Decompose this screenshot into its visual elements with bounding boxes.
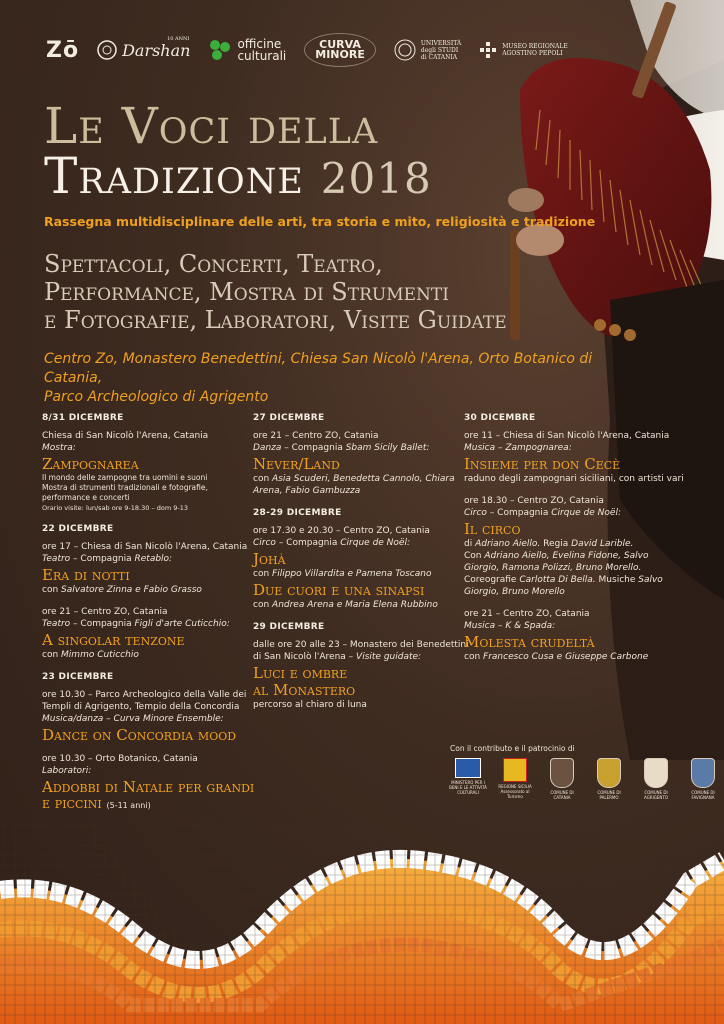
event-type: Circo <box>464 508 487 518</box>
event-cast: Filippo Villardita e Pamena Toscano <box>272 569 432 579</box>
palermo-label: COMUNE DI PALERMO <box>597 790 621 800</box>
unict-line2: degli STUDI <box>420 46 459 54</box>
event-with: con <box>42 650 62 660</box>
categories <box>44 250 564 334</box>
agrigento-label: COMUNE DI AGRIGENTO <box>644 790 668 800</box>
title-year: 2018 <box>320 154 432 203</box>
event-company-prefix: – Compagnia <box>281 443 346 453</box>
officine-culturali-icon <box>208 39 232 61</box>
date-heading: 8/31 DICEMBRE <box>42 413 124 423</box>
darshan-sub-label: 10 ANNI <box>167 36 190 42</box>
favignana-coat-of-arms-icon <box>691 758 715 788</box>
event-time-place: ore 21 – Centro ZO, Catania <box>253 431 379 441</box>
date-heading: 22 DICEMBRE <box>42 524 114 534</box>
event-with: con <box>253 600 273 610</box>
regione-sicilia-crest <box>495 758 535 799</box>
venues-line2: Parco Archeologico di Agrigento <box>44 389 269 405</box>
event-with: con <box>42 585 62 595</box>
contrib-label: Con il contributo e il patrocinio di <box>450 744 575 753</box>
event-desc: Il mondo delle zampogne tra uomini e suoni <box>42 473 208 482</box>
schedule-column-1 <box>42 412 262 824</box>
event-with: con <box>253 569 273 579</box>
officine-label: officine <box>237 37 282 51</box>
unict-line1: UNIVERSITÀ <box>420 39 462 47</box>
event-never-land <box>253 430 473 497</box>
event-type: Mostra: <box>42 443 76 453</box>
event-time-place: ore 21 – Centro ZO, Catania <box>42 607 168 617</box>
ministero-label: MINISTERO PER I BENI E LE ATTIVITÀ CULTURALI <box>449 780 487 795</box>
event-desc: Mostra di strumenti tradizionali e fotografie, <box>42 483 208 492</box>
event-desc: percorso al chiaro di luna <box>253 700 367 710</box>
ministero-icon <box>455 758 481 778</box>
event-company: Cirque de Noël: <box>340 538 410 548</box>
museo-pepoli-logo <box>479 41 567 59</box>
event-time-place: ore 18.30 – Centro ZO, Catania <box>464 496 604 506</box>
categories-line2: Performance, Mostra di Strumenti <box>44 278 449 306</box>
event-cast: Salvatore Zinna e Fabio Grasso <box>61 585 202 595</box>
event-coreographer: Carlotta Di Bella. <box>519 575 596 585</box>
darshan-emblem-icon <box>97 40 117 60</box>
event-zampognarea <box>42 430 262 513</box>
unict-line3: di CATANIA <box>420 53 458 61</box>
event-due-cuori <box>253 582 473 611</box>
event-musicians: Salvo Giorgio, Bruno Morello <box>464 575 663 597</box>
unict-seal-icon <box>394 39 416 61</box>
catania-label: COMUNE DI CATANIA <box>550 790 574 800</box>
subtitle: Rassegna multidisciplinare delle arti, tra storia e mito, religiosità e tradizione <box>44 214 596 229</box>
event-regia: Regia <box>540 539 572 549</box>
event-title: Insieme per don Cecè <box>464 455 621 473</box>
event-dance-concordia <box>42 689 262 743</box>
event-desc: performance e concerti <box>42 493 130 502</box>
comune-favignana-crest <box>683 758 723 800</box>
event-singolar-tenzone <box>42 606 262 661</box>
event-with: Con <box>464 551 485 561</box>
event-place: di San Nicolò l'Arena – <box>253 652 357 662</box>
categories-line1: Spettacoli, Concerti, Teatro, <box>44 250 383 278</box>
curva-label: CURVA <box>319 38 361 51</box>
culturali-label: culturali <box>237 49 287 63</box>
event-type: Visite guidate: <box>356 652 422 662</box>
comune-palermo-crest <box>589 758 629 800</box>
event-desc: raduno degli zampognari siciliani, con artisti vari <box>464 474 684 484</box>
event-company-prefix: – Compagnia <box>486 508 552 518</box>
title-line2 <box>44 147 432 205</box>
event-hours: Orario visite: lun/sab ore 9-18.30 – dom 9-13 <box>42 504 189 512</box>
event-type: Teatro <box>42 554 71 564</box>
event-title-line2: al Monastero <box>253 681 356 699</box>
event-time-place: ore 10.30 – Orto Botanico, Catania <box>42 754 198 764</box>
darshan-logo <box>97 36 191 60</box>
event-time-place: ore 17.30 e 20.30 – Centro ZO, Catania <box>253 526 430 536</box>
catania-coat-of-arms-icon <box>550 758 574 788</box>
schedule-column-2 <box>253 412 476 721</box>
venues-line1: Centro Zo, Monastero Benedettini, Chiesa San Nicolò l'Arena, Orto Botanico di Catania, <box>44 351 593 386</box>
event-joha <box>253 525 476 580</box>
patron-crests <box>448 758 723 800</box>
event-company-prefix: – Compagnia <box>70 554 135 564</box>
event-type: Musica/danza – Curva Minore Ensemble: <box>42 714 224 724</box>
event-company: Cirque de Noël: <box>551 508 621 518</box>
event-company: Sbam Sicily Ballet: <box>345 443 430 453</box>
event-title: Johà <box>253 550 286 568</box>
officine-culturali-logo <box>208 38 286 62</box>
museo-pattern-icon <box>479 41 497 59</box>
event-place: Chiesa di San Nicolò l'Arena, Catania <box>42 431 209 441</box>
event-type: Musica <box>464 443 496 453</box>
mosaic-arches-decoration <box>0 820 724 1024</box>
curva-minore-logo <box>304 33 376 67</box>
event-time-place: ore 11 – Chiesa di San Nicolò l'Arena, Catania <box>464 431 670 441</box>
date-heading: 29 DICEMBRE <box>253 622 325 632</box>
event-company-prefix: – Compagnia <box>70 619 135 629</box>
title-line1: Le Voci della <box>44 97 379 155</box>
event-cast: Adriano Aiello, Evelina Fidone, Salvo Giorgio, Ramona Polizzi, Bruno Morello. <box>464 551 649 573</box>
event-title: A singolar tenzone <box>42 631 185 649</box>
event-company: Figli d'arte Cuticchio: <box>134 619 230 629</box>
museo-line1: MUSEO REGIONALE <box>502 43 568 50</box>
event-cast: Mimmo Cuticchio <box>61 650 139 660</box>
schedule-column-3 <box>464 412 684 673</box>
event-time-place: dalle ore 20 alle 23 – Monastero dei Benedettini <box>253 640 469 650</box>
event-type: Musica – K & Spada: <box>464 621 556 631</box>
title-tradizione: Tradizione <box>44 147 304 205</box>
zo-logo: Zō <box>46 37 80 63</box>
date-heading: 27 DICEMBRE <box>253 413 325 423</box>
event-with: con <box>253 474 273 484</box>
event-title: Due cuori e una sinapsi <box>253 581 425 599</box>
event-type: Laboratori: <box>42 766 92 776</box>
event-time-place: ore 21 – Centro ZO, Catania <box>464 609 590 619</box>
event-company: Retablo: <box>134 554 173 564</box>
event-title: Il circo <box>464 520 521 538</box>
event-time-place: ore 17 – Chiesa di San Nicolò l'Arena, Catania <box>42 542 248 552</box>
regione-label: REGIONE SICILIA Assessorato al Turismo <box>498 784 532 799</box>
event-coreo-label: Coreografie <box>464 575 520 585</box>
event-music-label: Musiche <box>595 575 639 585</box>
event-title: Luci e ombre <box>253 664 348 682</box>
trinacria-icon <box>503 758 527 782</box>
event-title: Zampognarea <box>42 455 139 473</box>
event-type: Teatro <box>42 619 71 629</box>
event-era-di-notti <box>42 541 262 596</box>
event-luci-ombre <box>253 639 473 711</box>
event-company-prefix: – Compagnia <box>275 538 341 548</box>
date-heading: 30 DICEMBRE <box>464 413 536 423</box>
ministero-crest <box>448 758 488 795</box>
date-heading: 28-29 DICEMBRE <box>253 508 342 518</box>
event-title: Era di notti <box>42 566 130 584</box>
event-title: Never/Land <box>253 455 340 473</box>
minore-label: MINORE <box>315 48 365 61</box>
event-molesta-crudelta <box>464 608 684 663</box>
favignana-label: COMUNE DI FAVIGNANA <box>691 790 715 800</box>
event-by: di <box>464 539 476 549</box>
event-cast: Francesco Cusa e Giuseppe Carbone <box>483 652 649 662</box>
event-title: Dance on Concordia mood <box>42 726 237 744</box>
event-type: Circo <box>253 538 276 548</box>
unict-logo <box>394 39 461 61</box>
event-subtype: – Zampognarea: <box>495 443 572 453</box>
date-heading: 23 DICEMBRE <box>42 672 114 682</box>
darshan-label: Darshan <box>122 40 191 60</box>
event-type: Danza <box>253 443 282 453</box>
event-title: Molesta crudeltà <box>464 633 595 651</box>
event-with: con <box>464 652 484 662</box>
event-place: Templi di Agrigento, Tempio della Concordia <box>42 702 240 712</box>
event-cast: Asia Scuderi, Benedetta Cannolo, Chiara Arena, Fabio Gambuzza <box>253 474 455 496</box>
event-author: Adriano Aiello. <box>475 539 541 549</box>
event-age: (5-11 anni) <box>106 801 151 810</box>
event-il-circo <box>464 495 684 598</box>
event-cast: Andrea Arena e Maria Elena Rubbino <box>272 600 438 610</box>
museo-line2: AGOSTINO PEPOLI <box>502 50 563 57</box>
event-title: Addobbi di Natale per grandi e piccini <box>42 778 255 812</box>
event-time-place: ore 10.30 – Parco Archeologico della Valle dei <box>42 690 247 700</box>
comune-catania-crest <box>542 758 582 800</box>
comune-agrigento-crest <box>636 758 676 800</box>
sponsor-logos <box>46 32 568 68</box>
categories-line3: e Fotografie, Laboratori, Visite Guidate <box>44 306 507 334</box>
event-director: David Larible. <box>571 539 634 549</box>
venues <box>44 350 644 407</box>
palermo-coat-of-arms-icon <box>597 758 621 788</box>
agrigento-coat-of-arms-icon <box>644 758 668 788</box>
event-insieme-don-cece <box>464 430 684 485</box>
event-addobbi <box>42 753 262 814</box>
